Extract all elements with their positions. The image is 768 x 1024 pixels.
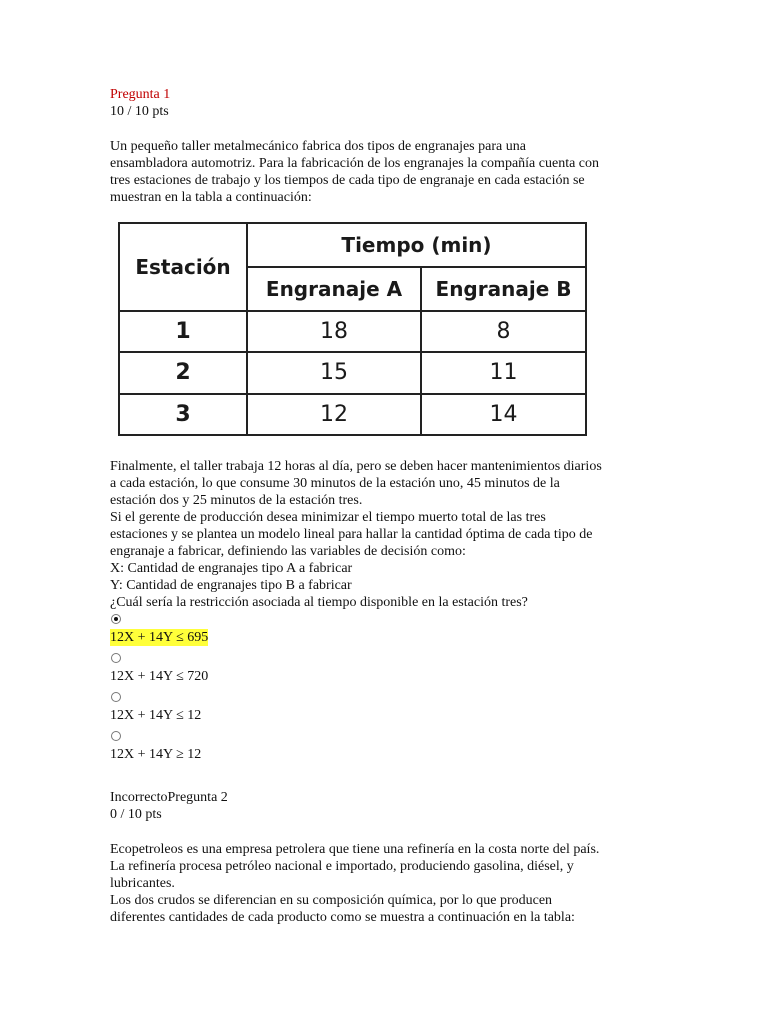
gear-a-cell: 12 — [247, 394, 421, 435]
answer-option — [110, 692, 670, 728]
intro-line: ensambladora automotriz. Para la fabricación de los engranajes la compañía cuenta con — [110, 156, 600, 171]
body-line: lubricantes. — [110, 876, 175, 891]
answer-option — [110, 653, 670, 689]
body-line: Ecopetroleos es una empresa petrolera que tiene una refinería en la costa norte del país. — [110, 842, 600, 857]
table-row — [119, 394, 586, 435]
station-cell: 1 — [119, 311, 247, 352]
gear-b-cell: 11 — [421, 352, 586, 393]
body-line: a cada estación, lo que consume 30 minutos de la estación uno, 45 minutos de la — [110, 476, 560, 491]
radio-button[interactable] — [111, 692, 121, 702]
body-line: Los dos crudos se diferencian en su composición química, por lo que producen — [110, 893, 553, 908]
question-2-score: 0 / 10 pts — [110, 807, 162, 822]
table-row — [119, 311, 586, 352]
table-row — [119, 352, 586, 393]
body-line: estación dos y 25 minutos de la estación tres. — [110, 493, 363, 508]
gear-b-cell: 8 — [421, 311, 586, 352]
body-line: La refinería procesa petróleo nacional e importado, produciendo gasolina, diésel, y — [110, 859, 574, 874]
station-cell: 3 — [119, 394, 247, 435]
body-line: Si el gerente de producción desea minimizar el tiempo muerto total de las tres — [110, 510, 546, 525]
station-cell: 2 — [119, 352, 247, 393]
radio-button[interactable] — [111, 653, 121, 663]
question-1-body — [110, 458, 670, 611]
question-2-body — [110, 841, 670, 926]
gear-time-table-image — [110, 216, 590, 442]
question-1-score: 10 / 10 pts — [110, 104, 169, 119]
body-line: Finalmente, el taller trabaja 12 horas al día, pero se deben hacer mantenimientos diarios — [110, 459, 602, 474]
document-page — [110, 86, 670, 926]
body-line: ¿Cuál sería la restricción asociada al tiempo disponible en la estación tres? — [110, 595, 528, 610]
option-label: 12X + 14Y ≤ 720 — [110, 669, 209, 684]
header-gear-b: Engranaje B — [421, 267, 586, 311]
option-label: 12X + 14Y ≤ 695 — [110, 630, 209, 645]
question-1-intro — [110, 138, 670, 206]
body-line: diferentes cantidades de cada producto como se muestra a continuación en la tabla: — [110, 910, 575, 925]
header-time: Tiempo (min) — [247, 223, 586, 267]
header-station: Estación — [119, 223, 247, 311]
intro-line: tres estaciones de trabajo y los tiempos de cada tipo de engranaje en cada estación se — [110, 173, 585, 188]
intro-line: Un pequeño taller metalmecánico fabrica dos tipos de engranajes para una — [110, 139, 526, 154]
gear-time-table — [118, 222, 587, 436]
question-1-title: Pregunta 1 — [110, 87, 171, 102]
gear-a-cell: 18 — [247, 311, 421, 352]
answer-option — [110, 731, 670, 767]
radio-button[interactable] — [111, 614, 121, 624]
answer-options — [110, 614, 670, 767]
body-line: Y: Cantidad de engranajes tipo B a fabricar — [110, 578, 352, 593]
body-line: estaciones y se plantea un modelo lineal para hallar la cantidad óptima de cada tipo de — [110, 527, 593, 542]
answer-option — [110, 614, 670, 650]
body-line: engranaje a fabricar, definiendo las variables de decisión como: — [110, 544, 466, 559]
gear-a-cell: 15 — [247, 352, 421, 393]
gear-b-cell: 14 — [421, 394, 586, 435]
question-2-title: IncorrectoPregunta 2 — [110, 790, 228, 805]
option-label: 12X + 14Y ≥ 12 — [110, 747, 202, 762]
body-line: X: Cantidad de engranajes tipo A a fabricar — [110, 561, 353, 576]
header-gear-a: Engranaje A — [247, 267, 421, 311]
radio-button[interactable] — [111, 731, 121, 741]
option-label: 12X + 14Y ≤ 12 — [110, 708, 202, 723]
intro-line: muestran en la tabla a continuación: — [110, 190, 312, 205]
